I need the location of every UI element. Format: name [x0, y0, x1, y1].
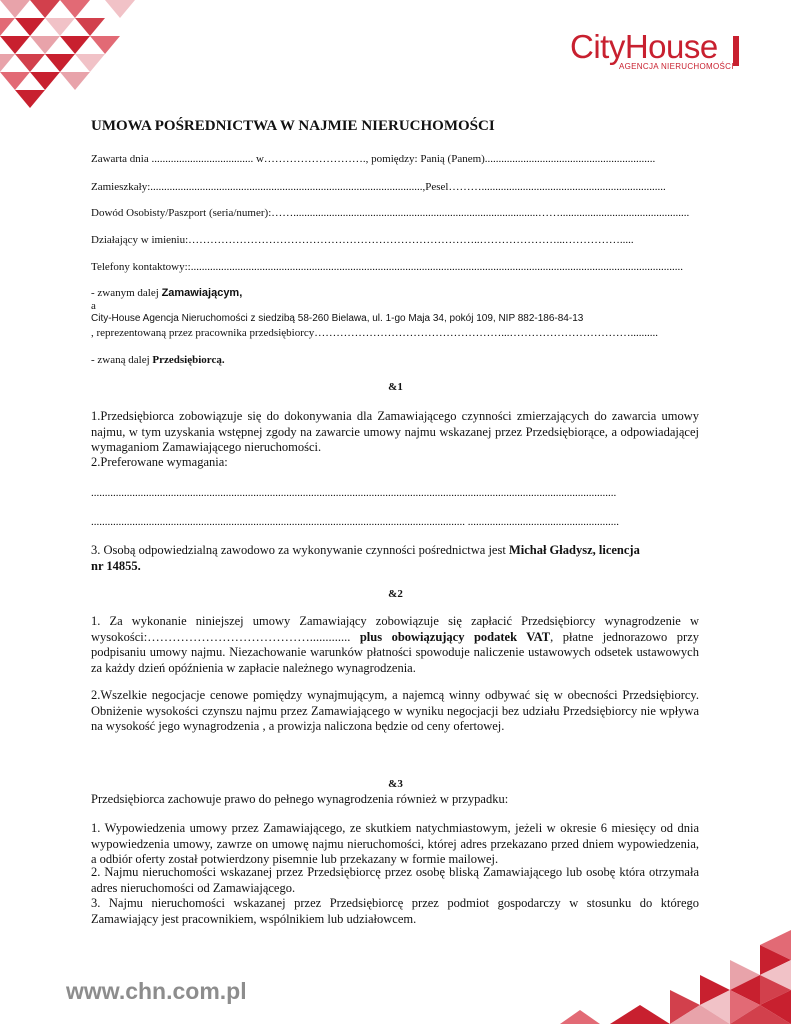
- zwanym-prefix: - zwanym dalej: [91, 287, 162, 299]
- decorative-triangles-top-left: [0, 0, 135, 108]
- section-1-p1: 1.Przedsiębiorca zobowiązuje się do dokonywania dla Zamawiającego czynności zmierzających do zawarcia umowy najmu, w tym uzyskania wstępnej zgody na zawarcie umowy najmu wskazanej przez Przedsiębiorące, a odpowiadającej wymaganiom Zamawiającego nieruchomości.: [91, 409, 699, 454]
- section-3-p2: 2. Najmu nieruchomości wskazanej przez Przedsiębiorcę przez osobę bliską Zamawiającego lub osobę która otrzymała adres nieruchomości od Zamawiającego.: [91, 865, 699, 895]
- section-1-p3-text: 3. Osobą odpowiedzialną zawodowo za wykonywanie czynności pośrednictwa jest: [91, 543, 509, 557]
- section-3-intro: Przedsiębiorca zachowuje prawo do pełnego wynagrodzenia również w przypadku:: [91, 792, 509, 806]
- zwana-bold: Przedsiębiorcą.: [152, 354, 225, 366]
- section-2-p2: 2.Wszelkie negocjacje cenowe pomiędzy wynajmującym, a najemcą winny odbywać się w obecności Przedsiębiorcy. Obniżenie wysokości czynszu najmu przez Zamawiającego w wyniku negocjacji bez udziału Przedsiębiorcy nie wpływa na wysokość jego wynagrodzenia , a prowizja naliczona będzie od ceny ofertowej.: [91, 688, 699, 733]
- section-1-heading: &1: [388, 381, 403, 393]
- section-3-heading: &3: [388, 778, 403, 790]
- cityhouse-line: City-House Agencja Nieruchomości z siedzibą 58-260 Bielawa, ul. 1-go Maja 34, pokój 109, NIP 882-186-84-13: [91, 313, 584, 324]
- logo-subtitle: AGENCJA NIERUCHOMOŚCI: [619, 62, 734, 71]
- zwana-line: [91, 353, 699, 367]
- field-line-dowod: Dowód Osobisty/Paszport (seria/numer):…….........................................................................................……...............................................: [91, 207, 690, 219]
- field-line-zawarta: Zawarta dnia ..................................... w………………………., pomiędzy: Panią (Panem)..............................................................: [91, 153, 656, 165]
- decorative-triangles-bottom-right: [560, 930, 791, 1024]
- field-line-telefony: Telefony kontaktowy::...................................................................................................................................................................................: [91, 261, 683, 273]
- section-1-p3-bold: Michał Gładysz, licencja nr 14855.: [91, 543, 640, 573]
- document-title: UMOWA POŚREDNICTWA W NAJMIE NIERUCHOMOŚCI: [91, 118, 495, 134]
- footer-url: www.chn.com.pl: [66, 978, 247, 1004]
- dots-line-1: ...............................................................................................................................................................................................: [91, 487, 617, 499]
- zwana-prefix: - zwaną dalej: [91, 354, 153, 366]
- zwanym-line: [91, 286, 699, 300]
- cityhouse-logo: CityHouse: [570, 28, 718, 65]
- field-line-dzialajacy: Działający w imieniu:……………………………………………………………………..…………………...…………….....: [91, 234, 634, 246]
- reprezentowana-line: , reprezentowaną przez pracownika przedsiębiorcy……………………………………………...……………………………..........: [91, 327, 658, 339]
- zwanym-bold: Zamawiającym,: [161, 287, 243, 299]
- logo-mark: [733, 36, 739, 66]
- a-word: a: [91, 300, 96, 312]
- section-2-heading: &2: [388, 588, 403, 600]
- section-3-p1: 1. Wypowiedzenia umowy przez Zamawiającego, ze skutkiem natychmiastowym, jeżeli w okresie 6 miesięcy od dnia wypowiedzenia umowy, zawrze on umowę najmu nieruchomości, której adres przekazano przed dniem wypowiedzenia, a odbiór oferty został potwierdzony pisemnie lub przekazany w formie mailowej.: [91, 821, 699, 866]
- section-2-p1-a: 1. Za wykonanie niniejszej umowy Zamawiający zobowiązuje się zapłacić Przedsiębiorcy wynagrodzenie w wysokości:………………………………….............: [91, 614, 699, 644]
- section-2-p1-bold: plus obowiązujący podatek VAT: [350, 629, 551, 644]
- field-line-zamieszkaly: Zamieszkały:...................................................................................................,Pesel………...................................................................: [91, 181, 666, 193]
- section-1-p3: [91, 543, 651, 574]
- section-2-p1: [91, 614, 699, 676]
- section-1-p2: 2.Preferowane wymagania:: [91, 455, 228, 469]
- dots-line-2: ........................................................................................................................................ .......................................................: [91, 516, 619, 528]
- section-3-p3: 3. Najmu nieruchomości wskazanej przez Przedsiębiorcę przez podmiot gospodarczy w stosunku do którego Zamawiający jest pracownikiem, wspólnikiem lub udziałowcem.: [91, 896, 699, 926]
- section-2-p1-b: , płatne jednorazowo przy podpisaniu umowy najmu. Niezachowanie warunków płatności spowoduje naliczenie ustawowych odsetek ustawowych za każdy dzień opóźnienia w zapłacie należnego wynagrodzenia.: [91, 629, 699, 675]
